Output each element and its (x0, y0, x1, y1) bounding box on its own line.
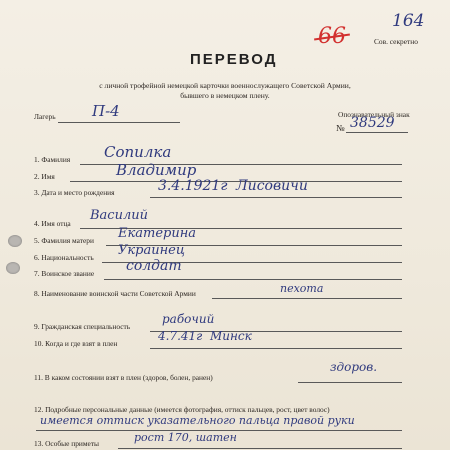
subtitle-line-1: с личной трофейной немецкой карточки военнослужащего Советской Армии, (99, 81, 351, 90)
field-value-condition: здоров. (330, 360, 378, 374)
field-label-mother-surname: 5. Фамилия матери (34, 236, 94, 245)
field-value-unit: пехота (280, 282, 324, 295)
field-value-surname: Сопилка (104, 143, 172, 161)
camp-value: П-4 (92, 102, 120, 120)
field-label-name: 2. Имя (34, 172, 55, 181)
red-file-number: 66 (318, 24, 346, 49)
field-label-unit: 8. Наименование воинской части Советской Армии (34, 289, 196, 298)
subtitle-line-2: бывшего в немецком плену. (180, 91, 270, 100)
field-label-personal-data: 12. Подробные персональные данные (имеется фотография, оттиск пальцев, рост, цвет волос) (34, 405, 330, 414)
field-value-mother-surname: Екатерина (118, 226, 197, 241)
punch-hole-bottom (6, 262, 20, 274)
field-value-captured-place: Минск (210, 329, 252, 343)
field-rule-unit (212, 298, 402, 299)
id-tag-rule (346, 132, 408, 133)
id-tag-value: 38529 (350, 115, 395, 131)
field-label-father-name: 4. Имя отца (34, 219, 71, 228)
field-value-personal-data: имеется оттиск указательного пальца правой руки (40, 414, 355, 427)
archive-number: 164 (392, 11, 425, 31)
id-tag-prefix: № (336, 123, 345, 133)
camp-rule (58, 122, 180, 123)
field-value-name: Владимир (116, 161, 197, 179)
field-value-rank: солдат (126, 258, 182, 274)
field-label-profession: 9. Гражданская специальность (34, 322, 131, 331)
camp-label: Лагерь (34, 112, 56, 121)
document-title: ПЕРЕВОД (190, 51, 278, 68)
field-label-surname: 1. Фамилия (34, 155, 71, 164)
field-value-profession: рабочий (162, 312, 215, 326)
field-label-condition: 11. В каком состоянии взят в плен (здоров, болен, ранен) (34, 373, 213, 382)
field-value-father-name: Василий (90, 208, 148, 223)
field-rule-special-marks (118, 448, 402, 449)
field-value-birth-place: Лисовичи (236, 178, 308, 194)
field-label-birth: 3. Дата и место рождения (34, 188, 115, 197)
field-value-captured-date: 4.7.41г (158, 329, 203, 343)
id-tag-label: Опознавательный знак (338, 110, 410, 119)
field-value-special-marks: рост 170, шатен (134, 431, 237, 444)
field-label-rank: 7. Воинское звание (34, 269, 95, 278)
field-label-special-marks: 13. Особые приметы (34, 439, 100, 448)
field-rule-birth (150, 197, 402, 198)
field-label-captured: 10. Когда и где взят в плен (34, 339, 118, 348)
field-value-birth-date: 3.4.1921г (158, 178, 228, 194)
field-rule-rank (104, 279, 402, 280)
field-label-nationality: 6. Национальность (34, 253, 94, 262)
field-rule-condition (298, 382, 402, 383)
field-rule-captured (150, 348, 402, 349)
classification-stamp: Сов. секретно (374, 37, 418, 46)
field-value-nationality: Украинец (118, 243, 185, 258)
punch-hole-top (8, 235, 22, 247)
